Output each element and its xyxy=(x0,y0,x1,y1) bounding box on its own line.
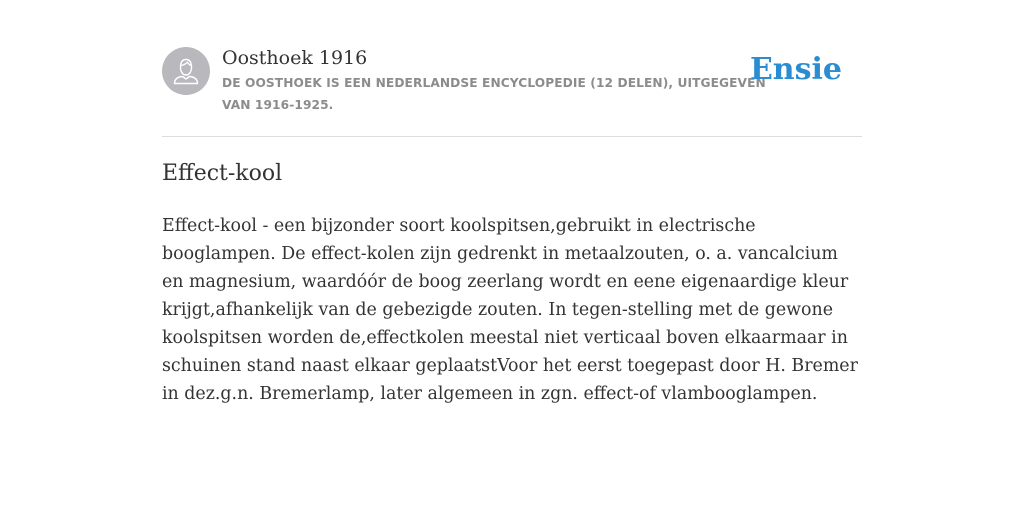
source-name[interactable]: Oosthoek 1916 xyxy=(222,47,368,69)
article-title: Effect-kool xyxy=(162,161,283,186)
avatar xyxy=(162,47,210,95)
source-header xyxy=(162,42,862,137)
source-description: DE OOSTHOEK IS EEN NEDERLANDSE ENCYCLOPEDIE (12 DELEN), UITGEGEVEN VAN 1916-1925. xyxy=(222,76,766,112)
brand-logo[interactable]: Ensie xyxy=(749,52,842,87)
article-body: Effect-kool - een bijzonder soort koolspitsen,gebruikt in electrische booglampen. De effect-kolen zijn gedrenkt in metaalzouten, o. a. vancalcium en magnesium, waardóór de boog zeerlang wordt en eene eigenaardige kleur krijgt,afhankelijk van de gebezigde zouten. In tegen-stelling met de gewone koolspitsen worden de,effectkolen meestal niet verticaal boven elkaarmaar in schuinen stand naast elkaar geplaatstVoor het eerst toegepast door H. Bremer in dez.g.n. Bremerlamp, later algemeen in zgn. effect-of vlambooglampen. xyxy=(162,216,858,404)
user-icon xyxy=(162,47,210,95)
